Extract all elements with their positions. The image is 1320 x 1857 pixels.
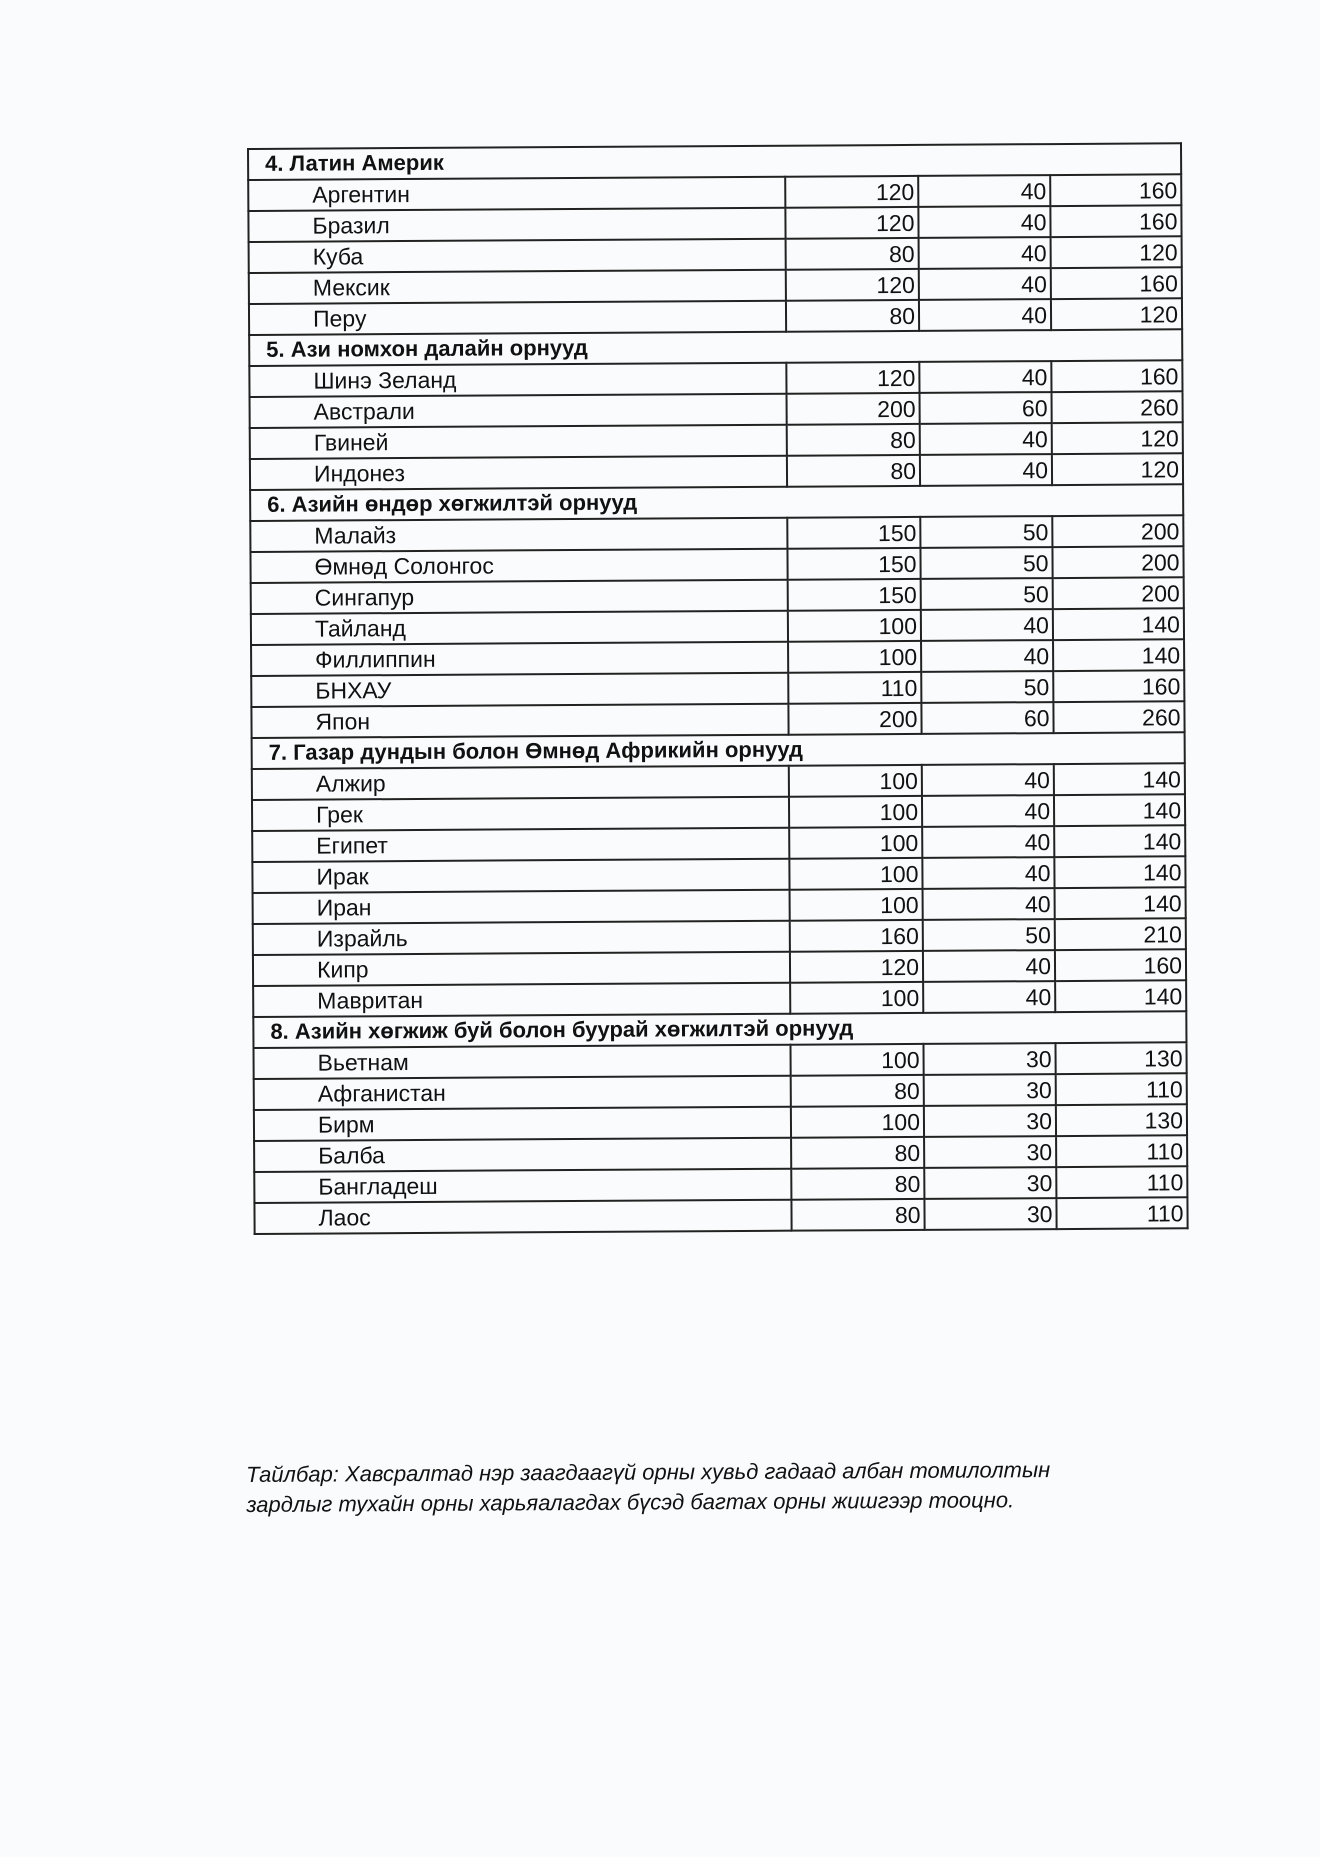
rate-value-1: 100 xyxy=(788,610,921,642)
rate-value-2: 40 xyxy=(920,454,1052,486)
rate-value-2: 40 xyxy=(919,299,1051,331)
rate-value-1: 100 xyxy=(789,858,922,890)
rate-total: 110 xyxy=(1056,1166,1187,1198)
rate-value-2: 50 xyxy=(920,547,1052,579)
rate-value-1: 100 xyxy=(788,641,921,673)
country-name: Алжир xyxy=(252,766,789,800)
rate-total: 200 xyxy=(1053,577,1184,609)
rate-value-1: 80 xyxy=(791,1168,924,1200)
rate-total: 110 xyxy=(1056,1135,1187,1167)
rate-value-2: 40 xyxy=(921,609,1053,641)
section-title: 8. Азийн хөгжиж буй болон буурай хөгжилтэй орнууд xyxy=(253,1011,1186,1048)
rate-value-1: 100 xyxy=(790,889,923,921)
rate-total: 140 xyxy=(1053,608,1184,640)
rate-total: 140 xyxy=(1054,763,1185,795)
rate-value-2: 40 xyxy=(919,237,1051,269)
country-name: Өмнөд Солонгос xyxy=(250,549,787,583)
rate-value-2: 60 xyxy=(921,702,1053,734)
rate-value-2: 40 xyxy=(923,950,1055,982)
country-name: Мексик xyxy=(249,270,786,304)
country-name: Бразил xyxy=(248,208,785,242)
rate-total: 160 xyxy=(1055,949,1186,981)
rate-value-2: 50 xyxy=(923,919,1055,951)
country-name: Япон xyxy=(251,704,788,738)
rate-value-2: 30 xyxy=(924,1074,1056,1106)
rate-total: 260 xyxy=(1053,701,1184,733)
rate-total: 140 xyxy=(1055,980,1186,1012)
rate-total: 260 xyxy=(1052,391,1183,423)
rate-value-2: 40 xyxy=(920,423,1052,455)
section-title: 6. Азийн өндөр хөгжилтэй орнууд xyxy=(250,484,1183,521)
rate-total: 160 xyxy=(1050,174,1181,206)
rate-value-1: 120 xyxy=(785,207,918,239)
rate-total: 140 xyxy=(1055,887,1186,919)
country-name: Бангладеш xyxy=(254,1169,791,1203)
footnote-line-1: Тайлбар: Хавсралтад нэр заагдаагүй орны хувьд гадаад албан томилолтын xyxy=(246,1457,1051,1487)
rate-value-2: 40 xyxy=(918,206,1050,238)
rate-value-1: 80 xyxy=(787,455,920,487)
country-name: Бирм xyxy=(254,1107,791,1141)
rate-value-1: 120 xyxy=(786,362,919,394)
rate-value-1: 80 xyxy=(791,1137,924,1169)
section-title: 7. Газар дундын болон Өмнөд Африкийн орнууд xyxy=(252,732,1185,769)
rate-value-1: 80 xyxy=(791,1075,924,1107)
rate-total: 120 xyxy=(1052,453,1183,485)
table-body xyxy=(248,143,1188,1234)
country-name: Ирак xyxy=(252,859,789,893)
country-name: Афганистан xyxy=(254,1076,791,1110)
rate-value-1: 80 xyxy=(791,1199,924,1231)
rate-total: 160 xyxy=(1053,670,1184,702)
country-name: Перу xyxy=(249,301,786,335)
rate-value-2: 30 xyxy=(924,1198,1056,1230)
country-name: Филлиппин xyxy=(251,642,788,676)
table-row xyxy=(254,1197,1187,1234)
rate-value-1: 80 xyxy=(786,238,919,270)
rate-value-2: 30 xyxy=(924,1105,1056,1137)
rate-total: 110 xyxy=(1056,1073,1187,1105)
rate-value-2: 40 xyxy=(923,888,1055,920)
rate-value-1: 120 xyxy=(790,951,923,983)
rate-total: 120 xyxy=(1052,422,1183,454)
country-name: Кипр xyxy=(253,952,790,986)
rate-total: 130 xyxy=(1055,1042,1186,1074)
rate-value-1: 120 xyxy=(785,176,918,208)
country-name: Куба xyxy=(249,239,786,273)
rate-value-1: 160 xyxy=(790,920,923,952)
country-name: Гвиней xyxy=(250,425,787,459)
rate-value-2: 60 xyxy=(920,392,1052,424)
rate-value-1: 80 xyxy=(786,300,919,332)
rate-total: 140 xyxy=(1054,856,1185,888)
rate-value-2: 40 xyxy=(922,857,1054,889)
country-name: БНХАУ xyxy=(251,673,788,707)
country-name: Балба xyxy=(254,1138,791,1172)
rate-value-1: 100 xyxy=(790,982,923,1014)
section-title: 5. Ази номхон далайн орнууд xyxy=(249,329,1182,366)
rate-value-1: 200 xyxy=(787,393,920,425)
rate-value-2: 30 xyxy=(924,1167,1056,1199)
rate-value-1: 80 xyxy=(787,424,920,456)
rate-total: 120 xyxy=(1051,236,1182,268)
rate-value-2: 40 xyxy=(922,826,1054,858)
country-name: Сингапур xyxy=(251,580,788,614)
country-name: Австрали xyxy=(250,394,787,428)
rate-value-1: 100 xyxy=(791,1106,924,1138)
rate-total: 160 xyxy=(1050,205,1181,237)
rate-value-2: 40 xyxy=(918,175,1050,207)
footnote xyxy=(246,1454,1166,1520)
rate-value-1: 150 xyxy=(787,548,920,580)
rate-value-1: 110 xyxy=(788,672,921,704)
country-name: Лаос xyxy=(254,1200,791,1234)
rate-value-1: 100 xyxy=(790,1044,923,1076)
rate-value-2: 40 xyxy=(922,795,1054,827)
rate-value-2: 40 xyxy=(923,981,1055,1013)
country-name: Шинэ Зеланд xyxy=(249,363,786,397)
rate-total: 160 xyxy=(1051,267,1182,299)
rate-total: 200 xyxy=(1052,546,1183,578)
rate-value-2: 40 xyxy=(921,640,1053,672)
rate-value-1: 100 xyxy=(789,827,922,859)
rate-total: 200 xyxy=(1052,515,1183,547)
country-name: Египет xyxy=(252,828,789,862)
rate-total: 140 xyxy=(1054,794,1185,826)
rate-value-2: 40 xyxy=(919,361,1051,393)
rate-value-2: 50 xyxy=(920,516,1052,548)
rate-value-2: 50 xyxy=(921,671,1053,703)
country-name: Иран xyxy=(253,890,790,924)
country-name: Индонез xyxy=(250,456,787,490)
rate-value-1: 120 xyxy=(786,269,919,301)
rate-value-1: 150 xyxy=(787,517,920,549)
rate-total: 140 xyxy=(1053,639,1184,671)
rate-value-2: 30 xyxy=(923,1043,1055,1075)
rate-value-2: 40 xyxy=(922,764,1054,796)
country-name: Аргентин xyxy=(248,177,785,211)
country-name: Тайланд xyxy=(251,611,788,645)
country-name: Вьетнам xyxy=(253,1045,790,1079)
country-name: Грек xyxy=(252,797,789,831)
country-name: Мавритан xyxy=(253,983,790,1017)
section-title: 4. Латин Америк xyxy=(248,143,1181,180)
rate-total: 210 xyxy=(1055,918,1186,950)
rate-value-1: 100 xyxy=(789,796,922,828)
country-rates-table xyxy=(247,142,1189,1235)
rate-total: 120 xyxy=(1051,298,1182,330)
country-name: Малайз xyxy=(250,518,787,552)
country-name: Израйль xyxy=(253,921,790,955)
rate-value-2: 50 xyxy=(921,578,1053,610)
rate-value-1: 100 xyxy=(789,765,922,797)
footnote-line-2: зардлыг тухайн орны харьяалагдах бүсэд багтах орны жишгээр тооцно. xyxy=(246,1487,1015,1517)
rate-total: 160 xyxy=(1051,360,1182,392)
rate-value-1: 200 xyxy=(788,703,921,735)
rate-value-2: 30 xyxy=(924,1136,1056,1168)
rate-total: 130 xyxy=(1056,1104,1187,1136)
rate-value-2: 40 xyxy=(919,268,1051,300)
rate-total: 140 xyxy=(1054,825,1185,857)
rate-value-1: 150 xyxy=(788,579,921,611)
rate-total: 110 xyxy=(1056,1197,1187,1229)
